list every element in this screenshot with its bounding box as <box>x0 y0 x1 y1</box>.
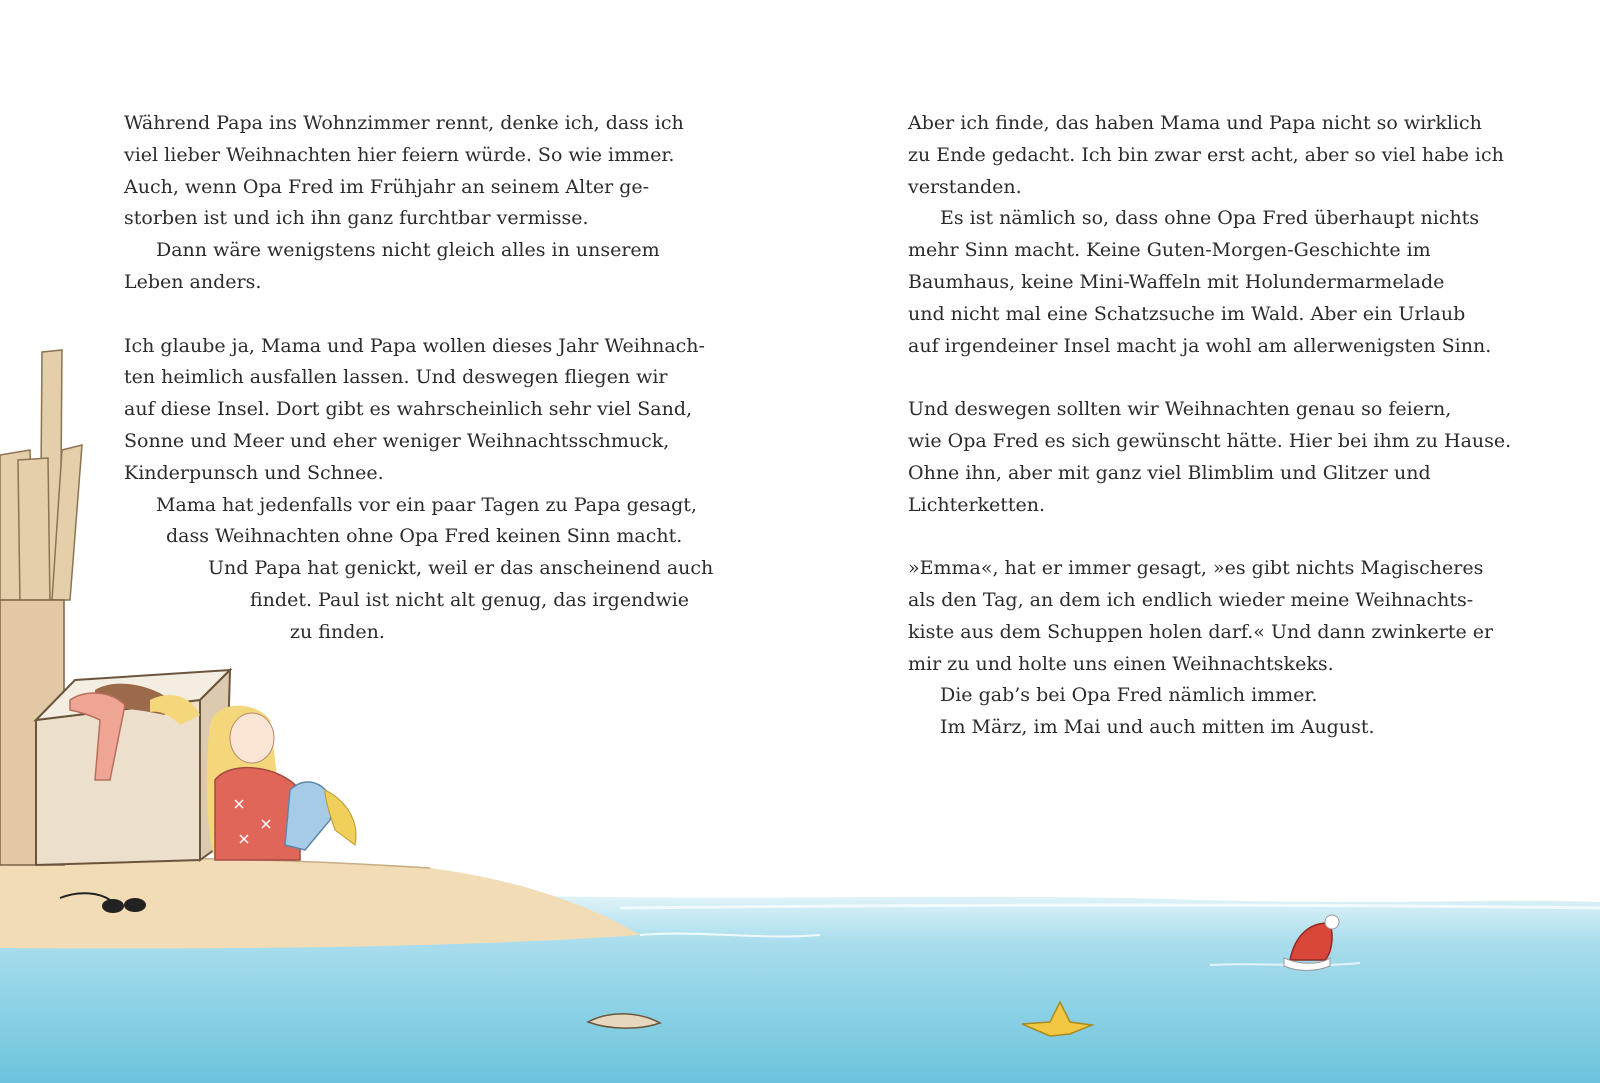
girl-figure-icon <box>207 706 356 860</box>
text-line: zu Ende gedacht. Ich bin zwar erst acht, aber so viel habe ich <box>908 143 1504 166</box>
text-line: mir zu und holte uns einen Weihnachtskeks. <box>908 652 1334 675</box>
text-line: Die gab’s bei Opa Fred nämlich immer. <box>940 684 1318 707</box>
text-line: wie Opa Fred es sich gewünscht hätte. Hier bei ihm zu Hause. <box>908 429 1512 452</box>
text-line: viel lieber Weihnachten hier feiern würde. So wie immer. <box>124 143 675 166</box>
text-line: findet. Paul ist nicht alt genug, das irgendwie <box>250 588 690 611</box>
text-line: Während Papa ins Wohnzimmer rennt, denke ich, dass ich <box>124 112 684 134</box>
text-line: zu finden. <box>290 620 385 643</box>
text-line: auf irgendeiner Insel macht ja wohl am allerwenigsten Sinn. <box>908 334 1492 357</box>
text-line: Sonne und Meer und eher weniger Weihnachtsschmuck, <box>124 429 670 452</box>
text-line: Auch, wenn Opa Fred im Frühjahr an seinem Alter ge- <box>124 175 650 198</box>
paragraph-1 <box>124 108 724 299</box>
text-line: Kinderpunsch und Schnee. <box>124 461 384 484</box>
text-line: Und Papa hat genickt, weil er das anscheinend auch <box>208 557 714 580</box>
wooden-planks <box>0 350 82 605</box>
text-line: Im März, im Mai und auch mitten im August. <box>940 716 1375 739</box>
paragraph-2 <box>124 331 724 649</box>
text-line: Aber ich finde, das haben Mama und Papa nicht so wirklich <box>908 112 1482 134</box>
text-line: dass Weihnachten ohne Opa Fred keinen Sinn macht. <box>166 525 683 548</box>
right-page-text <box>908 108 1512 744</box>
text-line: als den Tag, an dem ich endlich wieder meine Weihnachts- <box>908 588 1474 611</box>
left-page-text <box>124 108 724 649</box>
text-line: storben ist und ich ihn ganz furchtbar vermisse. <box>124 207 589 230</box>
text-line: kiste aus dem Schuppen holen darf.« Und dann zwinkerte er <box>908 620 1494 643</box>
text-line: Mama hat jedenfalls vor ein paar Tagen zu Papa gesagt, <box>156 493 697 516</box>
text-line: Baumhaus, keine Mini-Waffeln mit Holundermarmelade <box>908 270 1445 293</box>
text-line: Leben anders. <box>124 270 262 293</box>
text-line: und nicht mal eine Schatzsuche im Wald. Aber ein Urlaub <box>908 302 1466 325</box>
text-line: Dann wäre wenigstens nicht gleich alles in unserem <box>156 239 660 262</box>
text-line: Ohne ihn, aber mit ganz viel Blimblim und Glitzer und <box>908 461 1431 484</box>
text-line: verstanden. <box>908 175 1022 198</box>
text-line: Und deswegen sollten wir Weihnachten genau so feiern, <box>908 398 1452 421</box>
sand-bank <box>0 858 640 948</box>
text-line: mehr Sinn macht. Keine Guten-Morgen-Geschichte im <box>908 239 1431 262</box>
text-line: auf diese Insel. Dort gibt es wahrscheinlich sehr viel Sand, <box>124 398 693 421</box>
paragraph-3 <box>908 108 1508 362</box>
text-line: »Emma«, hat er immer gesagt, »es gibt nichts Magischeres <box>908 557 1484 580</box>
text-line: Lichterketten. <box>908 493 1046 516</box>
text-line: ten heimlich ausfallen lassen. Und deswegen fliegen wir <box>124 366 668 389</box>
paragraph-4 <box>908 394 1512 521</box>
paragraph-5 <box>908 553 1508 744</box>
text-line: Ich glaube ja, Mama und Papa wollen dieses Jahr Weihnach- <box>124 334 705 357</box>
text-line: Es ist nämlich so, dass ohne Opa Fred überhaupt nichts <box>940 207 1480 230</box>
